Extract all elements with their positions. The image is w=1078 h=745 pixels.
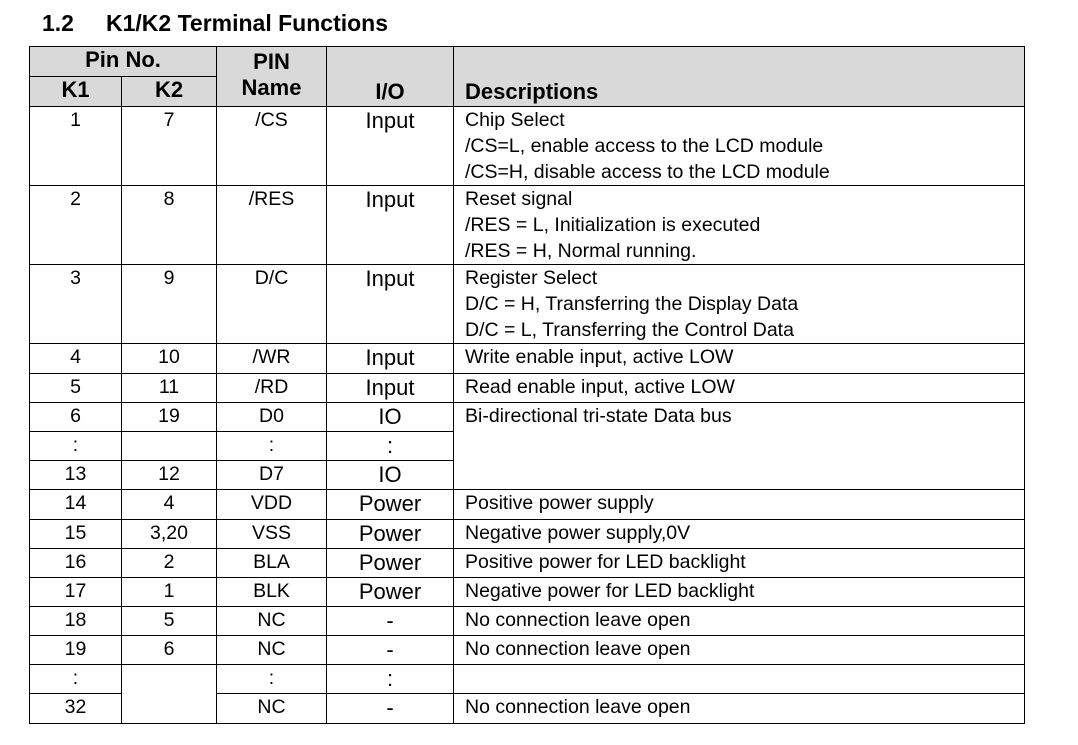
cell-pin-name: /WR bbox=[217, 344, 327, 374]
cell-description: Reset signal /RES = L, Initialization is executed /RES = H, Normal running. bbox=[454, 186, 1025, 265]
cell-description: Bi-directional tri-state Data bus bbox=[454, 403, 1025, 490]
cell-pin-name: D0 bbox=[217, 403, 327, 432]
cell-k2: 1 bbox=[122, 578, 217, 607]
section-title: K1/K2 Terminal Functions bbox=[106, 10, 389, 36]
cell-description: Read enable input, active LOW bbox=[454, 374, 1025, 403]
header-io: I/O bbox=[327, 47, 454, 107]
cell-io: Power bbox=[327, 490, 454, 520]
header-k2: K2 bbox=[122, 77, 217, 107]
cell-k2-empty bbox=[122, 665, 217, 724]
table-row bbox=[30, 520, 1025, 549]
cell-k1: 3 bbox=[30, 265, 122, 344]
cell-io: Power bbox=[327, 549, 454, 578]
cell-k2: 4 bbox=[122, 490, 217, 520]
cell-io: : bbox=[327, 432, 454, 461]
cell-k2 bbox=[122, 432, 217, 461]
header-row-1 bbox=[30, 47, 1025, 77]
cell-k2: 2 bbox=[122, 549, 217, 578]
cell-k1: 16 bbox=[30, 549, 122, 578]
cell-k2: 6 bbox=[122, 636, 217, 665]
header-pin-no: Pin No. bbox=[30, 47, 217, 77]
table-row bbox=[30, 344, 1025, 374]
cell-pin-name: VDD bbox=[217, 490, 327, 520]
cell-description: Negative power for LED backlight bbox=[454, 578, 1025, 607]
cell-io: Power bbox=[327, 520, 454, 549]
cell-k1: 4 bbox=[30, 344, 122, 374]
cell-k1: 19 bbox=[30, 636, 122, 665]
cell-description: No connection leave open bbox=[454, 636, 1025, 665]
cell-pin-name: : bbox=[217, 432, 327, 461]
cell-k2: 7 bbox=[122, 107, 217, 186]
table-row bbox=[30, 549, 1025, 578]
cell-pin-name: /CS bbox=[217, 107, 327, 186]
cell-k1: 2 bbox=[30, 186, 122, 265]
cell-k1: 17 bbox=[30, 578, 122, 607]
table-row bbox=[30, 607, 1025, 636]
cell-description: Chip Select /CS=L, enable access to the LCD module /CS=H, disable access to the LCD module bbox=[454, 107, 1025, 186]
cell-io: Input bbox=[327, 265, 454, 344]
cell-k1: 6 bbox=[30, 403, 122, 432]
cell-pin-name: NC bbox=[217, 607, 327, 636]
cell-k2: 8 bbox=[122, 186, 217, 265]
cell-k1: 32 bbox=[30, 694, 122, 724]
header-k1: K1 bbox=[30, 77, 122, 107]
cell-k1: 18 bbox=[30, 607, 122, 636]
cell-k2: 5 bbox=[122, 607, 217, 636]
cell-io: Input bbox=[327, 344, 454, 374]
table-row bbox=[30, 665, 1025, 694]
cell-k1: 15 bbox=[30, 520, 122, 549]
cell-k2: 19 bbox=[122, 403, 217, 432]
cell-io: - bbox=[327, 636, 454, 665]
cell-k1: : bbox=[30, 432, 122, 461]
cell-k2: 11 bbox=[122, 374, 217, 403]
table-row bbox=[30, 636, 1025, 665]
cell-pin-name: : bbox=[217, 665, 327, 694]
cell-description: Register Select D/C = H, Transferring the Display Data D/C = L, Transferring the Control Data bbox=[454, 265, 1025, 344]
table-row bbox=[30, 186, 1025, 265]
cell-io: : bbox=[327, 665, 454, 694]
cell-io: Input bbox=[327, 186, 454, 265]
table-row bbox=[30, 107, 1025, 186]
header-descriptions: Descriptions bbox=[454, 47, 1025, 107]
cell-k2: 10 bbox=[122, 344, 217, 374]
cell-pin-name: BLK bbox=[217, 578, 327, 607]
cell-description bbox=[454, 665, 1025, 694]
cell-k2: 12 bbox=[122, 461, 217, 490]
cell-k1: 1 bbox=[30, 107, 122, 186]
cell-io: - bbox=[327, 607, 454, 636]
cell-io: - bbox=[327, 694, 454, 724]
cell-k1: 5 bbox=[30, 374, 122, 403]
cell-k1: : bbox=[30, 665, 122, 694]
cell-description: Positive power supply bbox=[454, 490, 1025, 520]
cell-io: Power bbox=[327, 578, 454, 607]
cell-pin-name: D7 bbox=[217, 461, 327, 490]
cell-io: IO bbox=[327, 403, 454, 432]
cell-pin-name: D/C bbox=[217, 265, 327, 344]
cell-description: Negative power supply,0V bbox=[454, 520, 1025, 549]
cell-description: Positive power for LED backlight bbox=[454, 549, 1025, 578]
cell-k1: 14 bbox=[30, 490, 122, 520]
terminal-functions-table bbox=[29, 46, 1025, 724]
cell-pin-name: BLA bbox=[217, 549, 327, 578]
cell-k1: 13 bbox=[30, 461, 122, 490]
table-row bbox=[30, 403, 1025, 432]
cell-pin-name: NC bbox=[217, 636, 327, 665]
cell-k2: 9 bbox=[122, 265, 217, 344]
table-row bbox=[30, 578, 1025, 607]
header-pin-name bbox=[217, 47, 327, 107]
cell-pin-name: NC bbox=[217, 694, 327, 724]
cell-pin-name: /RES bbox=[217, 186, 327, 265]
table-row bbox=[30, 374, 1025, 403]
cell-io: IO bbox=[327, 461, 454, 490]
cell-description: Write enable input, active LOW bbox=[454, 344, 1025, 374]
section-number: 1.2 bbox=[42, 10, 74, 36]
cell-k2: 3,20 bbox=[122, 520, 217, 549]
cell-description: No connection leave open bbox=[454, 607, 1025, 636]
cell-pin-name: /RD bbox=[217, 374, 327, 403]
cell-io: Input bbox=[327, 374, 454, 403]
cell-description: No connection leave open bbox=[454, 694, 1025, 724]
header-pin-name-line: PIN Name bbox=[241, 49, 302, 100]
cell-pin-name: VSS bbox=[217, 520, 327, 549]
table-row bbox=[30, 265, 1025, 344]
section-heading bbox=[42, 10, 388, 37]
cell-io: Input bbox=[327, 107, 454, 186]
table-row bbox=[30, 490, 1025, 520]
